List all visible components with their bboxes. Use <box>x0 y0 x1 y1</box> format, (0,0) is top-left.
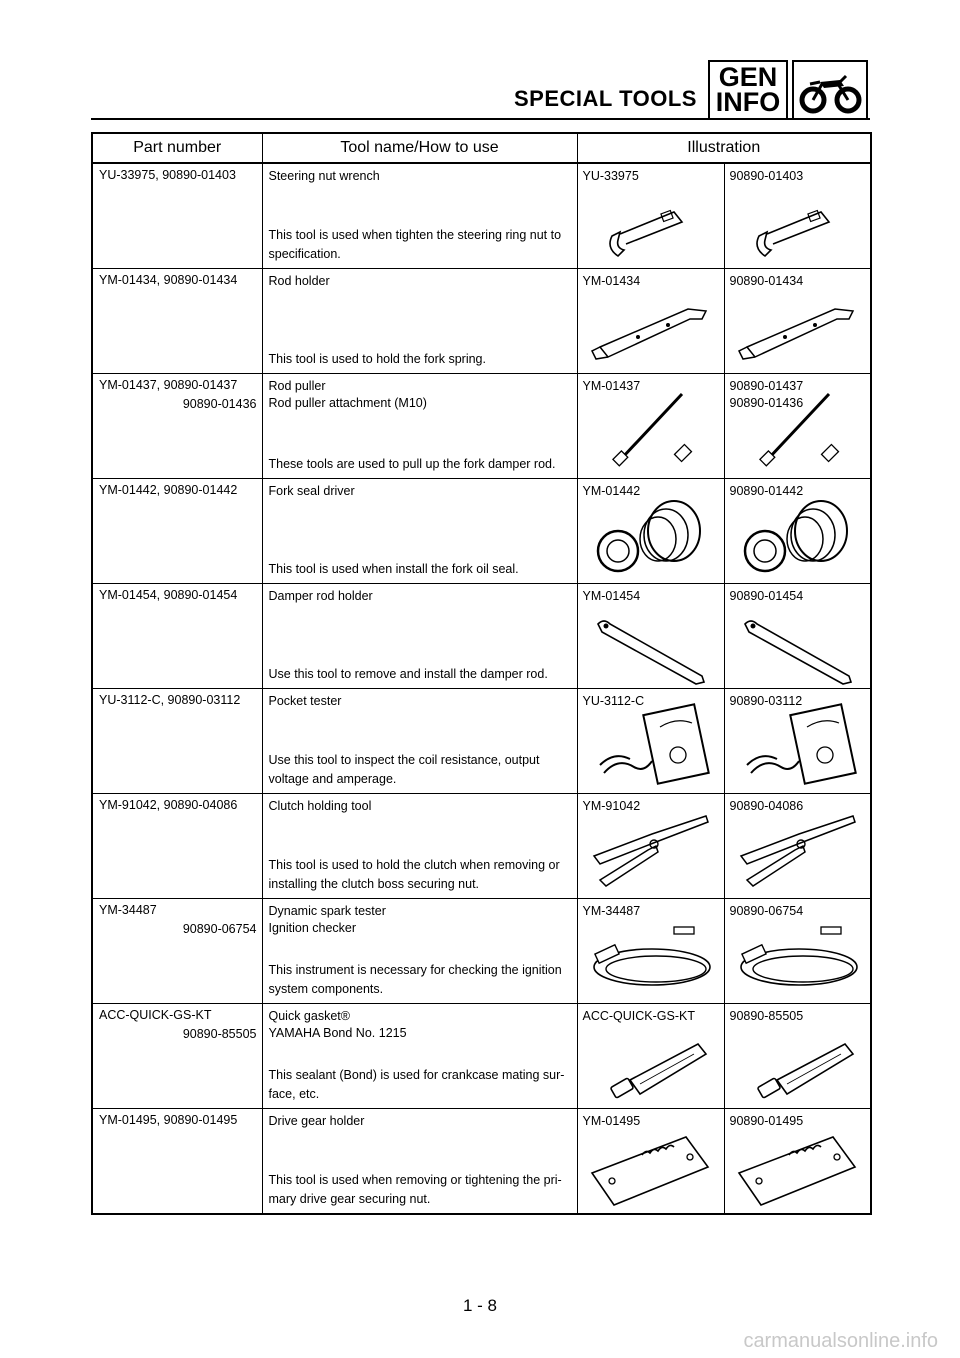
tool-name-cell <box>262 479 577 584</box>
illustration-cell-left <box>577 1004 724 1109</box>
tool-usage: This tool is used to hold the clutch when removing or installing the clutch boss securing nut. <box>268 858 560 891</box>
illustration-code: 90890-01434 <box>729 274 804 288</box>
tool-name-cell <box>262 1109 577 1215</box>
motorcycle-icon <box>792 60 868 118</box>
table-row <box>92 374 871 479</box>
table-row <box>92 269 871 374</box>
illustration-cell-left <box>577 163 724 269</box>
illustration-cell-left <box>577 269 724 374</box>
tool-name: Dynamic spark tester <box>268 904 386 918</box>
table-row <box>92 1004 871 1109</box>
badge-line-2: INFO <box>715 87 781 117</box>
tool-usage: This sealant (Bond) is used for crankcase mating sur-face, etc. <box>268 1068 565 1101</box>
part-number: YM-91042, 90890-04086 <box>99 798 238 812</box>
tool-usage: Use this tool to remove and install the damper rod. <box>268 667 548 681</box>
tool-name-cell <box>262 1004 577 1109</box>
illustration-code: YM-01454 <box>582 589 641 603</box>
table-row <box>92 689 871 794</box>
tool-name-cell <box>262 899 577 1004</box>
illustration-code: YM-01434 <box>582 274 641 288</box>
illustration-cell-right <box>724 689 871 794</box>
tool-usage: This instrument is necessary for checking the ignition system components. <box>268 963 562 996</box>
illustration-code: 90890-01454 <box>729 589 804 603</box>
illustration-code: 90890-04086 <box>729 799 804 813</box>
illustration-cell-left <box>577 479 724 584</box>
illustration-code-secondary: 90890-01436 <box>729 396 804 410</box>
tool-name-cell <box>262 269 577 374</box>
watermark: carmanualsonline.info <box>743 1330 938 1352</box>
part-number-secondary: 90890-01436 <box>182 397 257 411</box>
tool-name: Clutch holding tool <box>268 799 372 813</box>
tool-name: Fork seal driver <box>268 484 355 498</box>
header-illustration: Illustration <box>577 133 871 163</box>
table-row <box>92 899 871 1004</box>
tool-name-cell <box>262 689 577 794</box>
part-number-cell <box>92 794 262 899</box>
tool-name: Steering nut wrench <box>268 169 380 183</box>
tool-name: Rod holder <box>268 274 330 288</box>
part-number: ACC-QUICK-GS-KT <box>99 1008 212 1022</box>
illustration-cell-left <box>577 584 724 689</box>
part-number: YM-01442, 90890-01442 <box>99 483 238 497</box>
illustration-code: YM-01495 <box>582 1114 641 1128</box>
illustration-cell-right <box>724 163 871 269</box>
header-rule <box>91 118 870 120</box>
tool-name: Ignition checker <box>268 921 357 935</box>
illustration-cell-left <box>577 899 724 1004</box>
part-number-cell <box>92 1004 262 1109</box>
part-number-cell <box>92 374 262 479</box>
illustration-code: YM-01437 <box>582 379 641 393</box>
part-number: YM-01434, 90890-01434 <box>99 273 238 287</box>
part-number-cell <box>92 584 262 689</box>
page-number: 1 - 8 <box>462 1296 498 1315</box>
page-title: SPECIAL TOOLS <box>514 86 697 111</box>
tool-name: Pocket tester <box>268 694 342 708</box>
table-row <box>92 479 871 584</box>
illustration-code: 90890-01403 <box>729 169 804 183</box>
illustration-code: YM-91042 <box>582 799 641 813</box>
illustration-cell-left <box>577 1109 724 1215</box>
badge-line-1: GEN <box>718 62 778 92</box>
tool-name-cell <box>262 163 577 269</box>
tool-name: Rod puller <box>268 379 326 393</box>
part-number: YM-01495, 90890-01495 <box>99 1113 238 1127</box>
tool-usage: This tool is used when install the fork oil seal. <box>268 562 519 576</box>
header-tool-name: Tool name/How to use <box>262 133 577 163</box>
illustration-code: YU-33975 <box>582 169 639 183</box>
tool-usage: This tool is used when tighten the steering ring nut to specification. <box>268 228 562 261</box>
tool-name: Rod puller attachment (M10) <box>268 396 427 410</box>
part-number: YU-3112-C, 90890-03112 <box>99 693 241 707</box>
illustration-cell-right <box>724 479 871 584</box>
part-number-secondary: 90890-06754 <box>182 922 257 936</box>
header-part-number: Part number <box>92 133 262 163</box>
tool-name: Damper rod holder <box>268 589 373 603</box>
illustration-cell-left <box>577 794 724 899</box>
part-number-cell <box>92 1109 262 1215</box>
illustration-code: ACC-QUICK-GS-KT <box>582 1009 695 1023</box>
illustration-code: 90890-01437 <box>729 379 804 393</box>
tool-name: Quick gasket® <box>268 1009 350 1023</box>
illustration-cell-right <box>724 1004 871 1109</box>
table-row <box>92 794 871 899</box>
part-number: YU-33975, 90890-01403 <box>99 168 236 182</box>
section-badge <box>708 60 788 118</box>
part-number-cell <box>92 479 262 584</box>
illustration-cell-left <box>577 689 724 794</box>
illustration-code: 90890-01442 <box>729 484 804 498</box>
illustration-code: YM-01442 <box>582 484 641 498</box>
part-number: YM-01454, 90890-01454 <box>99 588 238 602</box>
table-header-row <box>92 133 871 163</box>
illustration-cell-right <box>724 269 871 374</box>
illustration-code: YU-3112-C <box>582 694 645 708</box>
tool-usage: These tools are used to pull up the fork damper rod. <box>268 457 556 471</box>
illustration-cell-right <box>724 374 871 479</box>
special-tools-table <box>91 132 872 1215</box>
table-row <box>92 1109 871 1215</box>
tool-name: Drive gear holder <box>268 1114 365 1128</box>
tool-name-cell <box>262 374 577 479</box>
illustration-code: 90890-06754 <box>729 904 804 918</box>
table-row <box>92 163 871 269</box>
illustration-cell-right <box>724 899 871 1004</box>
illustration-cell-left <box>577 374 724 479</box>
illustration-cell-right <box>724 1109 871 1215</box>
part-number-secondary: 90890-85505 <box>182 1027 257 1041</box>
illustration-code: YM-34487 <box>582 904 641 918</box>
tool-usage: This tool is used when removing or tightening the pri-mary drive gear securing nut. <box>268 1173 562 1206</box>
tool-name-cell <box>262 794 577 899</box>
illustration-code: 90890-03112 <box>729 694 803 708</box>
part-number: YM-01437, 90890-01437 <box>99 378 238 392</box>
part-number-cell <box>92 163 262 269</box>
tool-name-cell <box>262 584 577 689</box>
illustration-code: 90890-01495 <box>729 1114 804 1128</box>
tool-usage: Use this tool to inspect the coil resistance, output voltage and amperage. <box>268 753 540 786</box>
part-number-cell <box>92 269 262 374</box>
part-number-cell <box>92 689 262 794</box>
tool-name: YAMAHA Bond No. 1215 <box>268 1026 407 1040</box>
table-row <box>92 584 871 689</box>
illustration-code: 90890-85505 <box>729 1009 804 1023</box>
part-number: YM-34487 <box>99 903 157 917</box>
tool-usage: This tool is used to hold the fork spring. <box>268 352 486 366</box>
illustration-cell-right <box>724 584 871 689</box>
illustration-cell-right <box>724 794 871 899</box>
part-number-cell <box>92 899 262 1004</box>
